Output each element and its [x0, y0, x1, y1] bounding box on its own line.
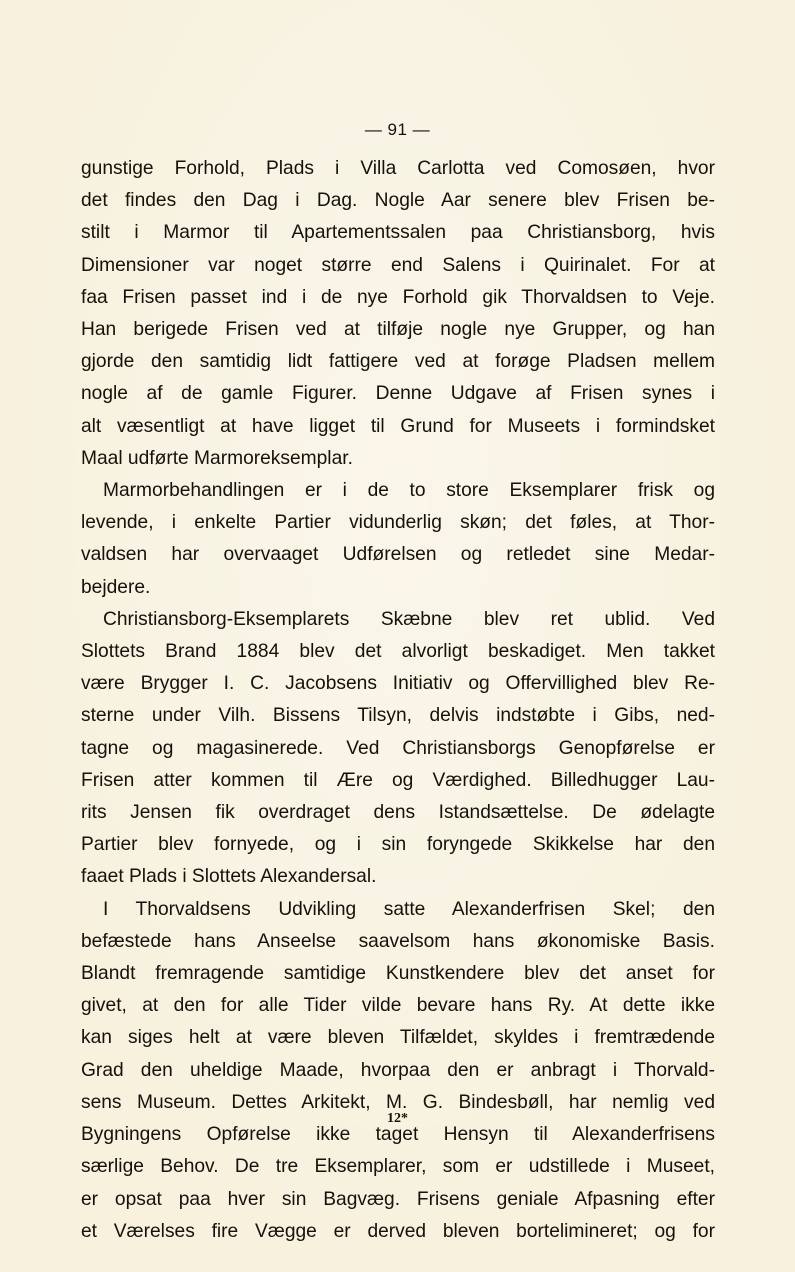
text-line: I Thorvaldsens Udvikling satte Alexanderfrisen Skel; den [103, 898, 715, 920]
text-line: Blandt fremragende samtidige Kunstkendere blev det anset for [81, 963, 715, 985]
text-line: Frisen atter kommen til Ære og Værdighed. Billedhugger Lau- [81, 769, 715, 791]
body-text [81, 153, 715, 1248]
signature-mark: 12* [387, 1111, 408, 1126]
text-line: Dimensioner var noget større end Salens i Quirinalet. For at [81, 254, 715, 276]
text-line: bejdere. [81, 576, 151, 598]
text-line: være Brygger I. C. Jacobsens Initiativ og Offervillighed blev Re- [81, 673, 715, 695]
text-line: valdsen har overvaaget Udførelsen og retledet sine Medar- [81, 544, 715, 566]
text-line: et Værelses fire Vægge er derved bleven bortelimineret; og for [81, 1220, 715, 1242]
text-line: Bygningens Opførelse ikke taget Hensyn til Alexanderfrisens [81, 1124, 715, 1146]
text-line: kan siges helt at være bleven Tilfældet, skyldes i fremtrædende [81, 1027, 715, 1049]
text-line: sens Museum. Dettes Arkitekt, M. G. Bindesbøll, har nemlig ved [81, 1091, 715, 1113]
text-line: gjorde den samtidig lidt fattigere ved at forøge Pladsen mellem [81, 351, 715, 373]
text-line: givet, at den for alle Tider vilde bevare hans Ry. At dette ikke [81, 995, 715, 1017]
page-number: — 91 — [364, 120, 431, 139]
text-line: stilt i Marmor til Apartementssalen paa Christiansborg, hvis [81, 222, 715, 244]
text-line: gunstige Forhold, Plads i Villa Carlotta ved Comosøen, hvor [81, 158, 715, 179]
text-line: tagne og magasinerede. Ved Christiansborgs Genopførelse er [81, 737, 715, 759]
text-line: er opsat paa hver sin Bagvæg. Frisens geniale Afpasning efter [81, 1188, 715, 1210]
text-line: Partier blev fornyede, og i sin foryngede Skikkelse har den [81, 834, 715, 856]
text-line: særlige Behov. De tre Eksemplarer, som er udstillede i Museet, [81, 1156, 715, 1178]
text-line: rits Jensen fik overdraget dens Istandsættelse. De ødelagte [81, 802, 715, 824]
text-line: befæstede hans Anseelse saavelsom hans økonomiske Basis. [81, 930, 715, 952]
text-line: faaet Plads i Slottets Alexandersal. [81, 866, 377, 888]
text-line: Han berigede Frisen ved at tilføje nogle nye Grupper, og han [81, 319, 715, 341]
text-line: det findes den Dag i Dag. Nogle Aar senere blev Frisen be- [81, 190, 715, 212]
text-line: Marmorbehandlingen er i de to store Eksemplarer frisk og [103, 480, 715, 502]
text-line: nogle af de gamle Figurer. Denne Udgave af Frisen synes i [81, 383, 715, 405]
text-line: alt væsentligt at have ligget til Grund for Museets i formindsket [81, 415, 715, 437]
text-line: sterne under Vilh. Bissens Tilsyn, delvis indstøbte i Gibs, ned- [81, 705, 715, 727]
text-line: Christiansborg-Eksemplarets Skæbne blev ret ublid. Ved [103, 608, 715, 630]
text-line: faa Frisen passet ind i de nye Forhold gik Thorvaldsen to Veje. [81, 286, 715, 308]
text-line: levende, i enkelte Partier vidunderlig skøn; det føles, at Thor- [81, 512, 715, 534]
text-line: Slottets Brand 1884 blev det alvorligt beskadiget. Men takket [81, 641, 715, 663]
text-line: Maal udførte Marmoreksemplar. [81, 447, 353, 469]
text-line: Grad den uheldige Maade, hvorpaa den er anbragt i Thorvald- [81, 1059, 715, 1081]
